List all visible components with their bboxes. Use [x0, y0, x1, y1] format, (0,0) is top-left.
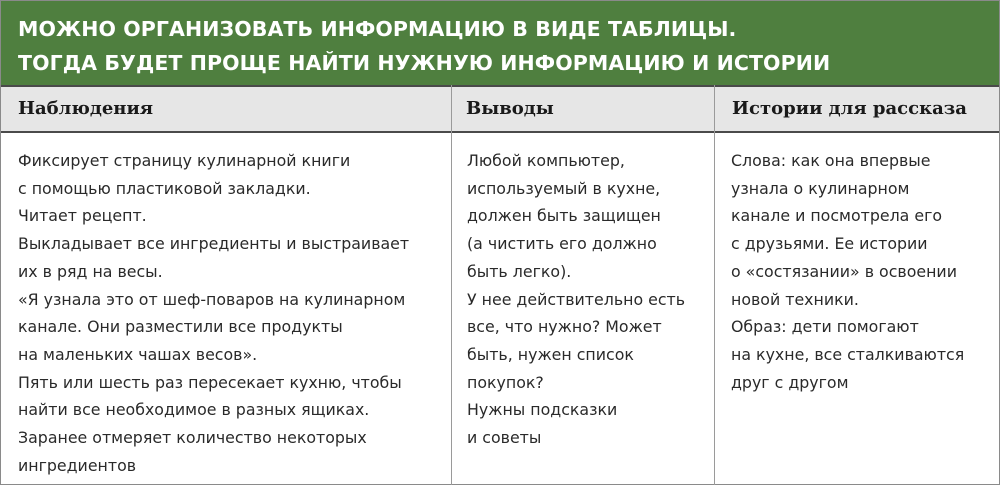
observation-line: Читает рецепт.	[18, 206, 147, 226]
column-observations	[18, 147, 409, 479]
observation-line: Заранее отмеряет количество некоторых	[18, 428, 367, 448]
story-line: Образ: дети помогают	[731, 317, 919, 337]
column-header-observations: Наблюдения	[18, 98, 154, 119]
conclusion-line: У нее действительно есть	[467, 289, 686, 309]
conclusion-line: быть легко).	[467, 261, 572, 281]
story-line: с друзьями. Ее истории	[731, 234, 928, 254]
conclusion-line: (а чистить его должно	[467, 234, 657, 254]
story-line: канале и посмотрела его	[731, 206, 943, 226]
banner-title-line-1: МОЖНО ОРГАНИЗОВАТЬ ИНФОРМАЦИЮ В ВИДЕ ТАБЛИЦЫ.	[18, 17, 737, 41]
observation-line: «Я узнала это от шеф-поваров на кулинарном	[18, 289, 406, 309]
column-conclusions	[467, 147, 685, 452]
observation-line: Фиксирует страницу кулинарной книги	[18, 151, 351, 170]
observation-line: их в ряд на весы.	[18, 261, 163, 281]
story-line: новой техники.	[731, 289, 859, 309]
column-stories	[731, 147, 964, 396]
column-divider-1	[451, 85, 452, 485]
title-banner	[1, 1, 999, 85]
conclusion-line: и советы	[467, 428, 542, 448]
story-line: узнала о кулинарном	[731, 178, 910, 198]
column-header-stories: Истории для рассказа	[732, 98, 967, 119]
observation-line: ингредиентов	[18, 455, 137, 475]
story-line: на кухне, все сталкиваются	[731, 344, 965, 364]
conclusion-line: должен быть защищен	[467, 206, 661, 226]
conclusion-line: быть, нужен список	[467, 344, 634, 364]
conclusion-line: Любой компьютер,	[467, 151, 625, 170]
banner-title-line-2: ТОГДА БУДЕТ ПРОЩЕ НАЙТИ НУЖНУЮ ИНФОРМАЦИЮ И ИСТОРИИ	[18, 51, 831, 75]
conclusion-line: используемый в кухне,	[467, 178, 661, 198]
column-header-conclusions: Выводы	[466, 98, 554, 119]
observation-line: Пять или шесть раз пересекает кухню, чтобы	[18, 372, 402, 392]
observation-line: на маленьких чашах весов».	[18, 344, 258, 364]
story-line: Слова: как она впервые	[731, 151, 931, 170]
observation-line: Выкладывает все ингредиенты и выстраивает	[18, 234, 410, 254]
table-header-row	[1, 85, 999, 133]
observation-line: найти все необходимое в разных ящиках.	[18, 400, 370, 420]
story-line: друг с другом	[731, 372, 849, 392]
conclusion-line: Нужны подсказки	[467, 400, 618, 420]
observation-line: канале. Они разместили все продукты	[18, 317, 343, 337]
column-divider-2	[714, 85, 715, 485]
conclusion-line: все, что нужно? Может	[467, 317, 662, 337]
story-line: о «состязании» в освоении	[731, 261, 957, 281]
observation-line: с помощью пластиковой закладки.	[18, 178, 311, 198]
conclusion-line: покупок?	[467, 372, 544, 392]
